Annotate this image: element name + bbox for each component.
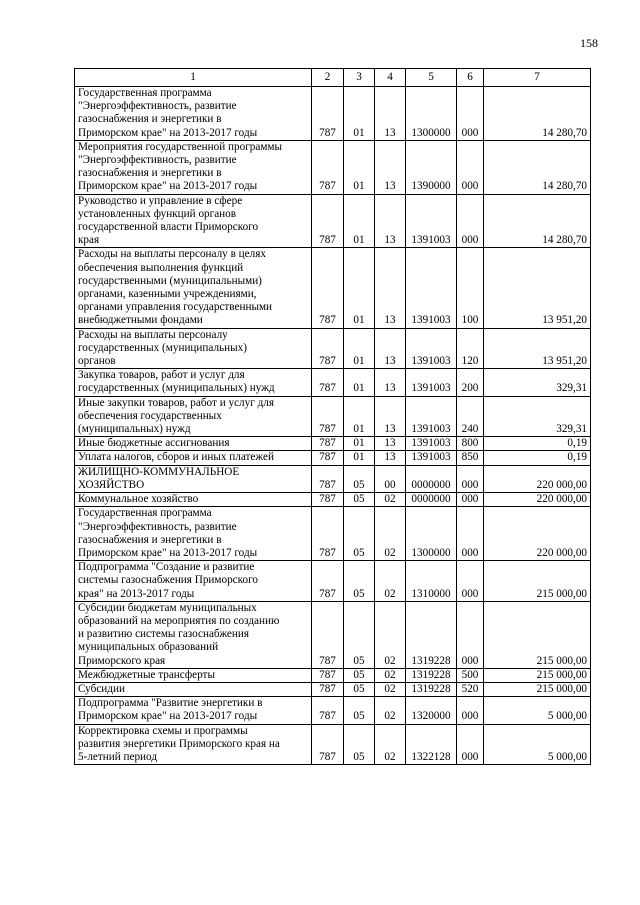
amount: 14 280,70: [484, 87, 591, 141]
code-subsection: 13: [375, 87, 406, 141]
code-subsection: 13: [375, 194, 406, 248]
code-target-article: 1391003: [406, 194, 457, 248]
code-section: 05: [344, 601, 375, 668]
code-subsection: 00: [375, 465, 406, 492]
table-row: [75, 140, 591, 194]
code-subsection: 13: [375, 437, 406, 451]
row-name: Подпрограмма "Создание и развитие системы газоснабжения Приморского края" на 2013-2017 годы: [75, 561, 312, 602]
amount: 13 951,20: [484, 248, 591, 328]
code-section: 01: [344, 140, 375, 194]
code-target-article: 1319228: [406, 682, 457, 696]
table-row: [75, 369, 591, 396]
amount: 5 000,00: [484, 724, 591, 765]
code-subsection: 02: [375, 493, 406, 507]
code-chapter: 787: [312, 682, 344, 696]
code-subsection: 13: [375, 328, 406, 369]
table-row: [75, 87, 591, 141]
code-section: 05: [344, 697, 375, 724]
code-subsection: 13: [375, 451, 406, 465]
header-cell: 3: [344, 69, 375, 87]
code-target-article: 1391003: [406, 437, 457, 451]
table-row: [75, 465, 591, 492]
code-expense-type: 000: [457, 724, 484, 765]
row-name: Мероприятия государственной программы "Энергоэффективность, развитие газоснабжения и энергетики в Приморском крае" на 2013-2017 годы: [75, 140, 312, 194]
row-name: Государственная программа "Энергоэффективность, развитие газоснабжения и энергетики в Приморском крае" на 2013-2017 годы: [75, 87, 312, 141]
row-name: Иные закупки товаров, работ и услуг для обеспечения государственных (муниципальных) нужд: [75, 396, 312, 437]
code-section: 01: [344, 396, 375, 437]
row-name: Руководство и управление в сфере установленных функций органов государственной власти Приморского края: [75, 194, 312, 248]
code-target-article: 1320000: [406, 697, 457, 724]
code-expense-type: 100: [457, 248, 484, 328]
table-row: [75, 437, 591, 451]
code-subsection: 13: [375, 396, 406, 437]
code-chapter: 787: [312, 451, 344, 465]
code-subsection: 02: [375, 601, 406, 668]
row-name: Подпрограмма "Развитие энергетики в Приморском крае" на 2013-2017 годы: [75, 697, 312, 724]
row-name: Коммунальное хозяйство: [75, 493, 312, 507]
code-section: 05: [344, 493, 375, 507]
amount: 14 280,70: [484, 194, 591, 248]
code-target-article: 1322128: [406, 724, 457, 765]
code-target-article: 1391003: [406, 369, 457, 396]
code-expense-type: 200: [457, 369, 484, 396]
code-expense-type: 240: [457, 396, 484, 437]
amount: 329,31: [484, 396, 591, 437]
code-target-article: 1391003: [406, 328, 457, 369]
code-expense-type: 000: [457, 697, 484, 724]
code-subsection: 13: [375, 140, 406, 194]
code-target-article: 1390000: [406, 140, 457, 194]
table-row: [75, 601, 591, 668]
table-row: [75, 507, 591, 561]
row-name: Государственная программа "Энергоэффективность, развитие газоснабжения и энергетики в Приморском крае" на 2013-2017 годы: [75, 507, 312, 561]
code-target-article: 1300000: [406, 507, 457, 561]
table-row: [75, 682, 591, 696]
code-subsection: 13: [375, 248, 406, 328]
code-chapter: 787: [312, 668, 344, 682]
amount: 14 280,70: [484, 140, 591, 194]
code-expense-type: 000: [457, 601, 484, 668]
code-expense-type: 800: [457, 437, 484, 451]
row-name: Расходы на выплаты персоналу в целях обеспечения выполнения функций государственными (муниципальными) органами, казенными учреждениями, органами управления государственными внебюджетными фондами: [75, 248, 312, 328]
code-expense-type: 000: [457, 194, 484, 248]
budget-table: [74, 68, 591, 765]
code-section: 05: [344, 465, 375, 492]
amount: 0,19: [484, 437, 591, 451]
code-section: 01: [344, 369, 375, 396]
code-expense-type: 500: [457, 668, 484, 682]
code-chapter: 787: [312, 724, 344, 765]
header-cell: 6: [457, 69, 484, 87]
row-name: Корректировка схемы и программы развития энергетики Приморского края на 5-летний период: [75, 724, 312, 765]
code-target-article: 1300000: [406, 87, 457, 141]
amount: 329,31: [484, 369, 591, 396]
table-row: [75, 248, 591, 328]
code-chapter: 787: [312, 328, 344, 369]
code-section: 05: [344, 507, 375, 561]
code-expense-type: 520: [457, 682, 484, 696]
table-row: [75, 396, 591, 437]
code-section: 01: [344, 194, 375, 248]
code-chapter: 787: [312, 697, 344, 724]
code-expense-type: 120: [457, 328, 484, 369]
header-cell: 2: [312, 69, 344, 87]
amount: 5 000,00: [484, 697, 591, 724]
code-expense-type: 000: [457, 140, 484, 194]
code-target-article: 1319228: [406, 668, 457, 682]
amount: 215 000,00: [484, 668, 591, 682]
code-subsection: 02: [375, 724, 406, 765]
table-row: [75, 493, 591, 507]
header-cell: 5: [406, 69, 457, 87]
amount: 215 000,00: [484, 682, 591, 696]
code-section: 05: [344, 668, 375, 682]
code-chapter: 787: [312, 396, 344, 437]
table-row: [75, 668, 591, 682]
amount: 0,19: [484, 451, 591, 465]
table-row: [75, 328, 591, 369]
code-target-article: 1391003: [406, 451, 457, 465]
code-target-article: 1391003: [406, 396, 457, 437]
row-name: Уплата налогов, сборов и иных платежей: [75, 451, 312, 465]
code-chapter: 787: [312, 369, 344, 396]
code-chapter: 787: [312, 465, 344, 492]
code-subsection: 02: [375, 697, 406, 724]
code-chapter: 787: [312, 437, 344, 451]
code-subsection: 13: [375, 369, 406, 396]
table-row: [75, 451, 591, 465]
code-section: 01: [344, 328, 375, 369]
code-chapter: 787: [312, 87, 344, 141]
table-row: [75, 697, 591, 724]
code-expense-type: 000: [457, 561, 484, 602]
code-expense-type: 000: [457, 87, 484, 141]
code-expense-type: 000: [457, 493, 484, 507]
code-target-article: 0000000: [406, 493, 457, 507]
table-row: [75, 561, 591, 602]
amount: 220 000,00: [484, 493, 591, 507]
code-section: 01: [344, 451, 375, 465]
table-row: [75, 724, 591, 765]
amount: 13 951,20: [484, 328, 591, 369]
code-section: 01: [344, 248, 375, 328]
row-name: Расходы на выплаты персоналу государственных (муниципальных) органов: [75, 328, 312, 369]
code-chapter: 787: [312, 248, 344, 328]
table-header-row: [75, 69, 591, 87]
code-chapter: 787: [312, 507, 344, 561]
code-target-article: 1310000: [406, 561, 457, 602]
code-section: 01: [344, 87, 375, 141]
amount: 215 000,00: [484, 601, 591, 668]
amount: 220 000,00: [484, 465, 591, 492]
code-target-article: 1319228: [406, 601, 457, 668]
header-cell: 4: [375, 69, 406, 87]
code-subsection: 02: [375, 668, 406, 682]
row-name: Субсидии: [75, 682, 312, 696]
code-subsection: 02: [375, 682, 406, 696]
amount: 220 000,00: [484, 507, 591, 561]
code-chapter: 787: [312, 601, 344, 668]
code-chapter: 787: [312, 493, 344, 507]
row-name: Иные бюджетные ассигнования: [75, 437, 312, 451]
code-section: 05: [344, 724, 375, 765]
code-expense-type: 000: [457, 507, 484, 561]
row-name: ЖИЛИЩНО-КОММУНАЛЬНОЕ ХОЗЯЙСТВО: [75, 465, 312, 492]
row-name: Межбюджетные трансферты: [75, 668, 312, 682]
code-chapter: 787: [312, 140, 344, 194]
amount: 215 000,00: [484, 561, 591, 602]
code-target-article: 1391003: [406, 248, 457, 328]
code-subsection: 02: [375, 561, 406, 602]
row-name: Закупка товаров, работ и услуг для государственных (муниципальных) нужд: [75, 369, 312, 396]
header-cell: 1: [75, 69, 312, 87]
row-name: Субсидии бюджетам муниципальных образований на мероприятия по созданию и развитию системы газоснабжения муниципальных образований Приморского края: [75, 601, 312, 668]
code-subsection: 02: [375, 507, 406, 561]
code-expense-type: 850: [457, 451, 484, 465]
code-target-article: 0000000: [406, 465, 457, 492]
code-expense-type: 000: [457, 465, 484, 492]
code-section: 05: [344, 682, 375, 696]
code-section: 05: [344, 561, 375, 602]
page-number: 158: [580, 36, 598, 50]
code-section: 01: [344, 437, 375, 451]
header-cell: 7: [484, 69, 591, 87]
table-row: [75, 194, 591, 248]
code-chapter: 787: [312, 194, 344, 248]
code-chapter: 787: [312, 561, 344, 602]
